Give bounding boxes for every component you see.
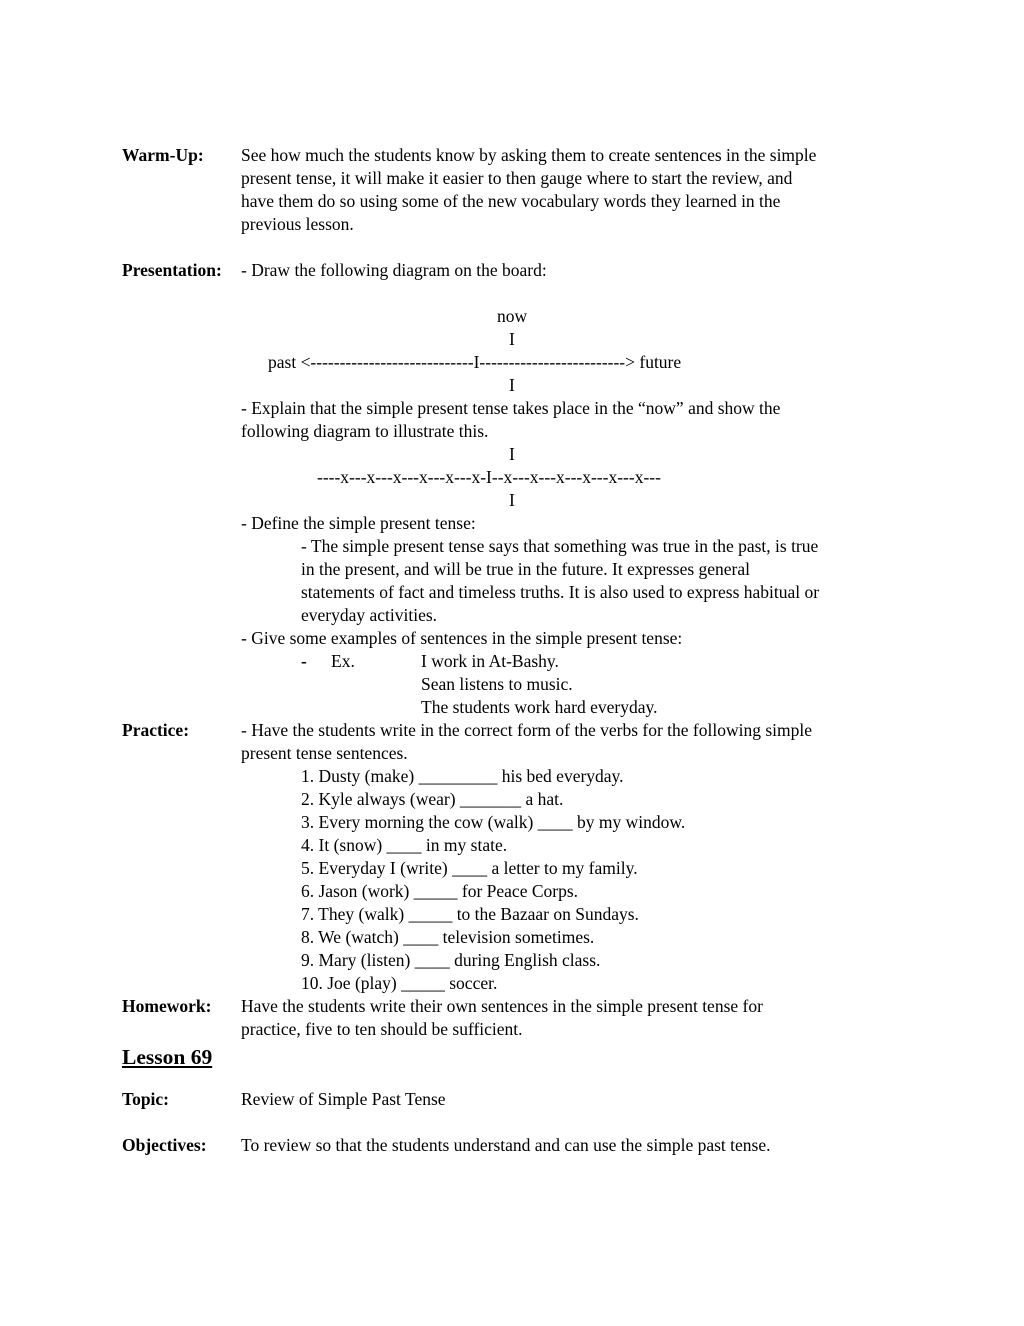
example-dash: - bbox=[301, 651, 307, 671]
practice-item: 6. Jason (work) _____ for Peace Corps. bbox=[301, 881, 579, 901]
example-sentence: I work in At-Bashy. bbox=[421, 651, 559, 671]
define-line: - Define the simple present tense: bbox=[241, 513, 476, 533]
warmup-text bbox=[241, 144, 912, 236]
text-line: previous lesson. bbox=[241, 214, 354, 234]
practice-item: 3. Every morning the cow (walk) ____ by my window. bbox=[301, 812, 686, 832]
presentation-intro: - Draw the following diagram on the board: bbox=[241, 260, 547, 280]
practice-list bbox=[241, 765, 912, 995]
practice-item: 8. We (watch) ____ television sometimes. bbox=[301, 927, 595, 947]
topic-label: Topic: bbox=[122, 1089, 170, 1109]
timeline-diagram-1 bbox=[241, 305, 912, 397]
timeline-diagram-2 bbox=[241, 443, 912, 512]
definition-text bbox=[241, 535, 912, 627]
example-sentence: Sean listens to music. bbox=[421, 674, 573, 694]
practice-content bbox=[241, 719, 912, 995]
text-line: present tense sentences. bbox=[241, 743, 408, 763]
text-line: - Explain that the simple present tense takes place in the “now” and show the bbox=[241, 398, 781, 418]
homework-section bbox=[122, 995, 912, 1041]
example-label: Ex. bbox=[331, 651, 355, 671]
text-line: have them do so using some of the new vocabulary words they learned in the bbox=[241, 191, 781, 211]
topic-text: Review of Simple Past Tense bbox=[241, 1089, 446, 1109]
practice-item: 4. It (snow) ____ in my state. bbox=[301, 835, 508, 855]
practice-item: 9. Mary (listen) ____ during English class. bbox=[301, 950, 601, 970]
text-line: statements of fact and timeless truths. It is also used to express habitual or bbox=[301, 582, 820, 602]
text-line: See how much the students know by asking them to create sentences in the simple bbox=[241, 145, 817, 165]
diagram-timeline: past <----------------------------I-------------------------> future bbox=[268, 352, 682, 372]
diagram-bar-top: I bbox=[509, 444, 515, 464]
practice-item: 10. Joe (play) _____ soccer. bbox=[301, 973, 498, 993]
objectives-label: Objectives: bbox=[122, 1135, 207, 1155]
text-line: in the present, and will be true in the future. It expresses general bbox=[301, 559, 751, 579]
presentation-label: Presentation: bbox=[122, 260, 222, 280]
warmup-section bbox=[122, 144, 912, 236]
practice-item: 2. Kyle always (wear) _______ a hat. bbox=[301, 789, 564, 809]
practice-section bbox=[122, 719, 912, 995]
practice-label: Practice: bbox=[122, 720, 190, 740]
lesson-title: Lesson 69 bbox=[122, 1045, 213, 1069]
homework-text bbox=[241, 995, 912, 1041]
homework-label: Homework: bbox=[122, 996, 212, 1016]
text-line: practice, five to ten should be sufficient. bbox=[241, 1019, 523, 1039]
example-row bbox=[241, 650, 912, 673]
diagram-bar-top: I bbox=[509, 329, 515, 349]
text-line: everyday activities. bbox=[301, 605, 438, 625]
presentation-content bbox=[241, 259, 912, 719]
practice-item: 7. They (walk) _____ to the Bazaar on Sundays. bbox=[301, 904, 639, 924]
diagram-bar-bottom: I bbox=[509, 375, 515, 395]
diagram-bar-bottom: I bbox=[509, 490, 515, 510]
objectives-text: To review so that the students understand and can use the simple past tense. bbox=[241, 1135, 771, 1155]
example-sentence: The students work hard everyday. bbox=[421, 697, 658, 717]
text-line: following diagram to illustrate this. bbox=[241, 421, 489, 441]
text-line: - Have the students write in the correct form of the verbs for the following simple bbox=[241, 720, 813, 740]
warmup-label: Warm-Up: bbox=[122, 145, 204, 165]
topic-section bbox=[122, 1088, 912, 1111]
diagram-now-label: now bbox=[497, 306, 528, 326]
practice-item: 5. Everyday I (write) ____ a letter to my family. bbox=[301, 858, 638, 878]
text-line: Have the students write their own sentences in the simple present tense for bbox=[241, 996, 763, 1016]
lesson-plan-page bbox=[122, 144, 912, 1157]
diagram-timeline: ----x---x---x---x---x---x-I--x---x---x---x---x---x--- bbox=[317, 467, 661, 487]
text-line: present tense, it will make it easier to then gauge where to start the review, and bbox=[241, 168, 793, 188]
examples-intro: - Give some examples of sentences in the simple present tense: bbox=[241, 628, 683, 648]
practice-item: 1. Dusty (make) _________ his bed everyday. bbox=[301, 766, 624, 786]
objectives-section bbox=[122, 1134, 912, 1157]
text-line: - The simple present tense says that something was true in the past, is true bbox=[301, 536, 819, 556]
presentation-section bbox=[122, 259, 912, 719]
